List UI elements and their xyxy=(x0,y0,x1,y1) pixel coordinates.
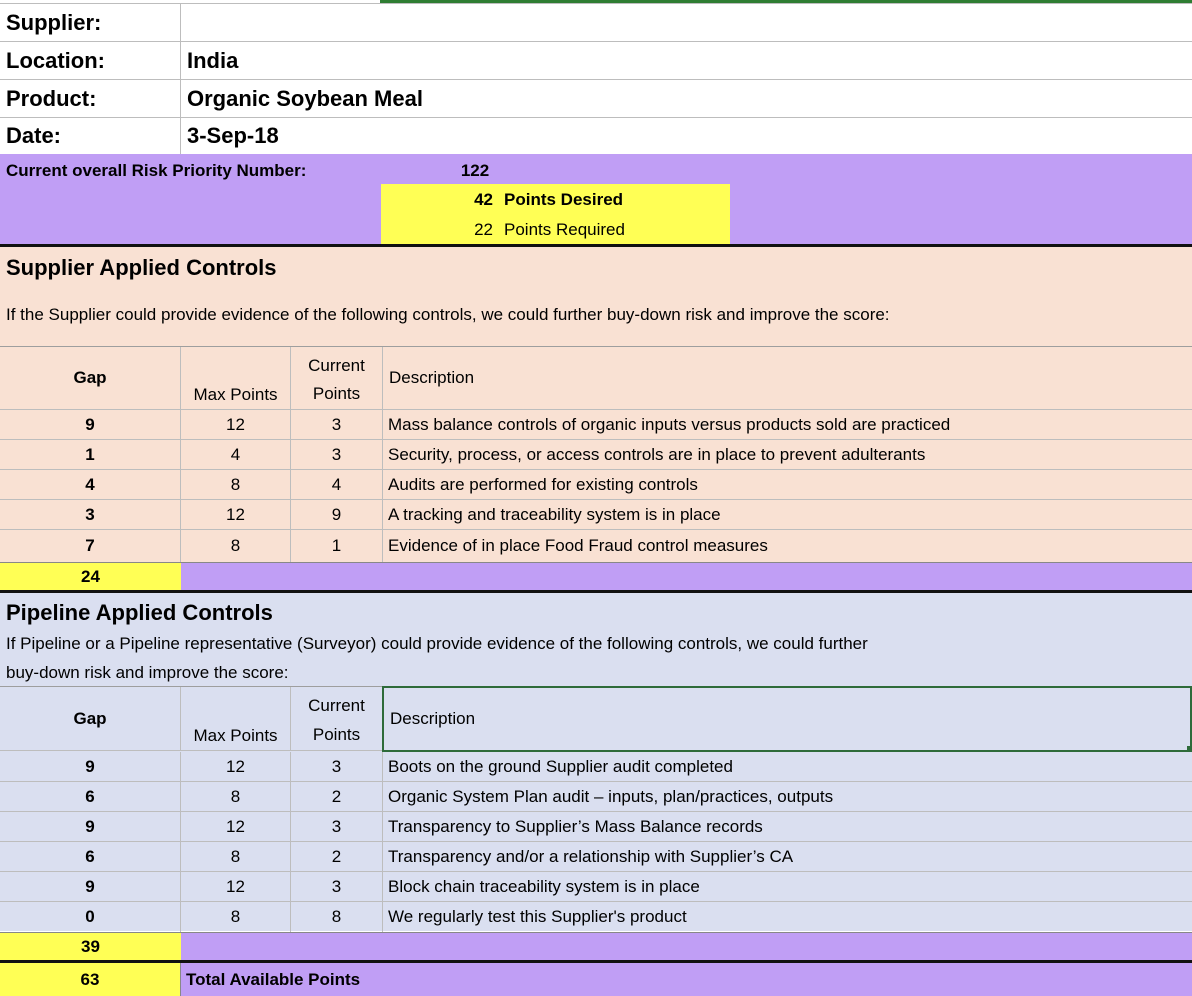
gap-cell[interactable]: 9 xyxy=(0,752,181,782)
current-cell[interactable]: 8 xyxy=(291,902,383,932)
supplier-total-band xyxy=(181,563,1192,590)
gap-cell[interactable]: 1 xyxy=(0,440,181,470)
max-cell[interactable]: 12 xyxy=(181,812,291,842)
max-cell[interactable]: 8 xyxy=(181,782,291,812)
gap-cell[interactable]: 6 xyxy=(0,842,181,872)
desired-label: Points Desired xyxy=(504,190,624,209)
supplier-col-current xyxy=(291,347,383,410)
supplier-section-title: Supplier Applied Controls xyxy=(6,255,277,280)
pipeline-col-gap: Gap xyxy=(0,687,181,751)
location-label: Location: xyxy=(0,42,181,80)
grand-total-label: Total Available Points xyxy=(181,963,1192,996)
pipeline-col-current-line1: Current xyxy=(308,696,365,715)
table-row[interactable] xyxy=(0,500,1192,530)
pipeline-section-title: Pipeline Applied Controls xyxy=(6,600,273,625)
gap-cell[interactable]: 9 xyxy=(0,872,181,902)
supplier-col-max: Max Points xyxy=(181,347,291,410)
table-row[interactable] xyxy=(0,440,1192,470)
selection-edge xyxy=(380,0,1192,3)
desc-cell[interactable]: Mass balance controls of organic inputs versus products sold are practiced xyxy=(383,410,1192,440)
current-cell[interactable]: 3 xyxy=(291,410,383,440)
current-cell[interactable]: 9 xyxy=(291,500,383,530)
current-cell[interactable]: 2 xyxy=(291,782,383,812)
location-value[interactable]: India xyxy=(181,42,1192,80)
fill-handle[interactable] xyxy=(1187,746,1192,751)
required-label: Points Required xyxy=(504,220,625,239)
gap-cell[interactable]: 4 xyxy=(0,470,181,500)
max-cell[interactable]: 12 xyxy=(181,500,291,530)
table-row[interactable] xyxy=(0,470,1192,500)
desc-cell[interactable]: Transparency to Supplier’s Mass Balance records xyxy=(383,812,1192,842)
pipeline-total-band xyxy=(181,933,1192,960)
supplier-col-current-line2: Points xyxy=(312,384,361,403)
desc-cell[interactable]: Security, process, or access controls are in place to prevent adulterants xyxy=(383,440,1192,470)
current-cell[interactable]: 3 xyxy=(291,440,383,470)
max-cell[interactable]: 8 xyxy=(181,902,291,932)
supplier-col-current-line1: Current xyxy=(308,356,365,375)
max-cell[interactable]: 12 xyxy=(181,872,291,902)
pipeline-intro-line2: buy-down risk and improve the score: xyxy=(6,663,289,682)
grand-total-value[interactable]: 63 xyxy=(0,963,181,996)
supplier-col-desc: Description xyxy=(383,347,1192,410)
max-cell[interactable]: 8 xyxy=(181,842,291,872)
current-cell[interactable]: 2 xyxy=(291,842,383,872)
pipeline-col-current xyxy=(291,687,383,751)
desc-cell[interactable]: Block chain traceability system is in place xyxy=(383,872,1192,902)
table-row[interactable] xyxy=(0,842,1192,872)
pipeline-intro-line1: If Pipeline or a Pipeline representative (Surveyor) could provide evidence of the following controls, we could further xyxy=(6,634,868,653)
desc-cell[interactable]: Transparency and/or a relationship with Supplier’s CA xyxy=(383,842,1192,872)
required-value[interactable]: 22 xyxy=(474,220,493,239)
desc-cell[interactable]: We regularly test this Supplier's product xyxy=(388,907,687,926)
pipeline-total[interactable]: 39 xyxy=(0,933,181,960)
date-label: Date: xyxy=(0,118,181,154)
table-row[interactable] xyxy=(0,410,1192,440)
max-cell[interactable]: 12 xyxy=(181,410,291,440)
max-cell[interactable]: 8 xyxy=(181,470,291,500)
current-cell[interactable]: 3 xyxy=(291,752,383,782)
desc-cell[interactable]: Audits are performed for existing controls xyxy=(383,470,1192,500)
table-row[interactable] xyxy=(0,902,1192,932)
risk-label: Current overall Risk Priority Number: xyxy=(6,161,307,180)
desired-value[interactable]: 42 xyxy=(474,190,493,209)
gap-cell[interactable]: 7 xyxy=(0,530,181,562)
supplier-total[interactable]: 24 xyxy=(0,563,181,590)
desc-cell[interactable]: A tracking and traceability system is in place xyxy=(383,500,1192,530)
desc-cell[interactable]: Organic System Plan audit – inputs, plan/practices, outputs xyxy=(383,782,1192,812)
table-row[interactable] xyxy=(0,872,1192,902)
table-row[interactable] xyxy=(0,752,1192,782)
gap-cell[interactable]: 0 xyxy=(0,902,181,932)
max-cell[interactable]: 8 xyxy=(181,530,291,562)
supplier-section-intro: If the Supplier could provide evidence of the following controls, we could further buy-down risk and improve the score: xyxy=(6,305,890,324)
desc-cell[interactable]: Boots on the ground Supplier audit completed xyxy=(383,752,1192,782)
date-value[interactable]: 3-Sep-18 xyxy=(181,118,1192,154)
table-row[interactable] xyxy=(0,812,1192,842)
supplier-value[interactable] xyxy=(181,4,1192,42)
current-cell[interactable]: 3 xyxy=(291,812,383,842)
supplier-label: Supplier: xyxy=(0,4,181,42)
max-cell[interactable]: 12 xyxy=(181,752,291,782)
gap-cell[interactable]: 3 xyxy=(0,500,181,530)
current-cell[interactable]: 4 xyxy=(291,470,383,500)
current-cell[interactable]: 1 xyxy=(291,530,383,562)
product-value[interactable]: Organic Soybean Meal xyxy=(181,80,1192,118)
table-row[interactable] xyxy=(0,530,1192,562)
desc-cell[interactable]: Evidence of in place Food Fraud control measures xyxy=(388,536,768,555)
risk-value[interactable]: 122 xyxy=(460,161,490,180)
gap-cell[interactable]: 9 xyxy=(0,812,181,842)
pipeline-col-desc[interactable]: Description xyxy=(382,686,1192,752)
gap-cell[interactable]: 9 xyxy=(0,410,181,440)
max-cell[interactable]: 4 xyxy=(181,440,291,470)
table-row[interactable] xyxy=(0,782,1192,812)
current-cell[interactable]: 3 xyxy=(291,872,383,902)
gap-cell[interactable]: 6 xyxy=(0,782,181,812)
supplier-col-gap: Gap xyxy=(0,347,181,410)
product-label: Product: xyxy=(0,80,181,118)
pipeline-col-max: Max Points xyxy=(181,687,291,751)
pipeline-col-current-line2: Points xyxy=(312,725,361,744)
